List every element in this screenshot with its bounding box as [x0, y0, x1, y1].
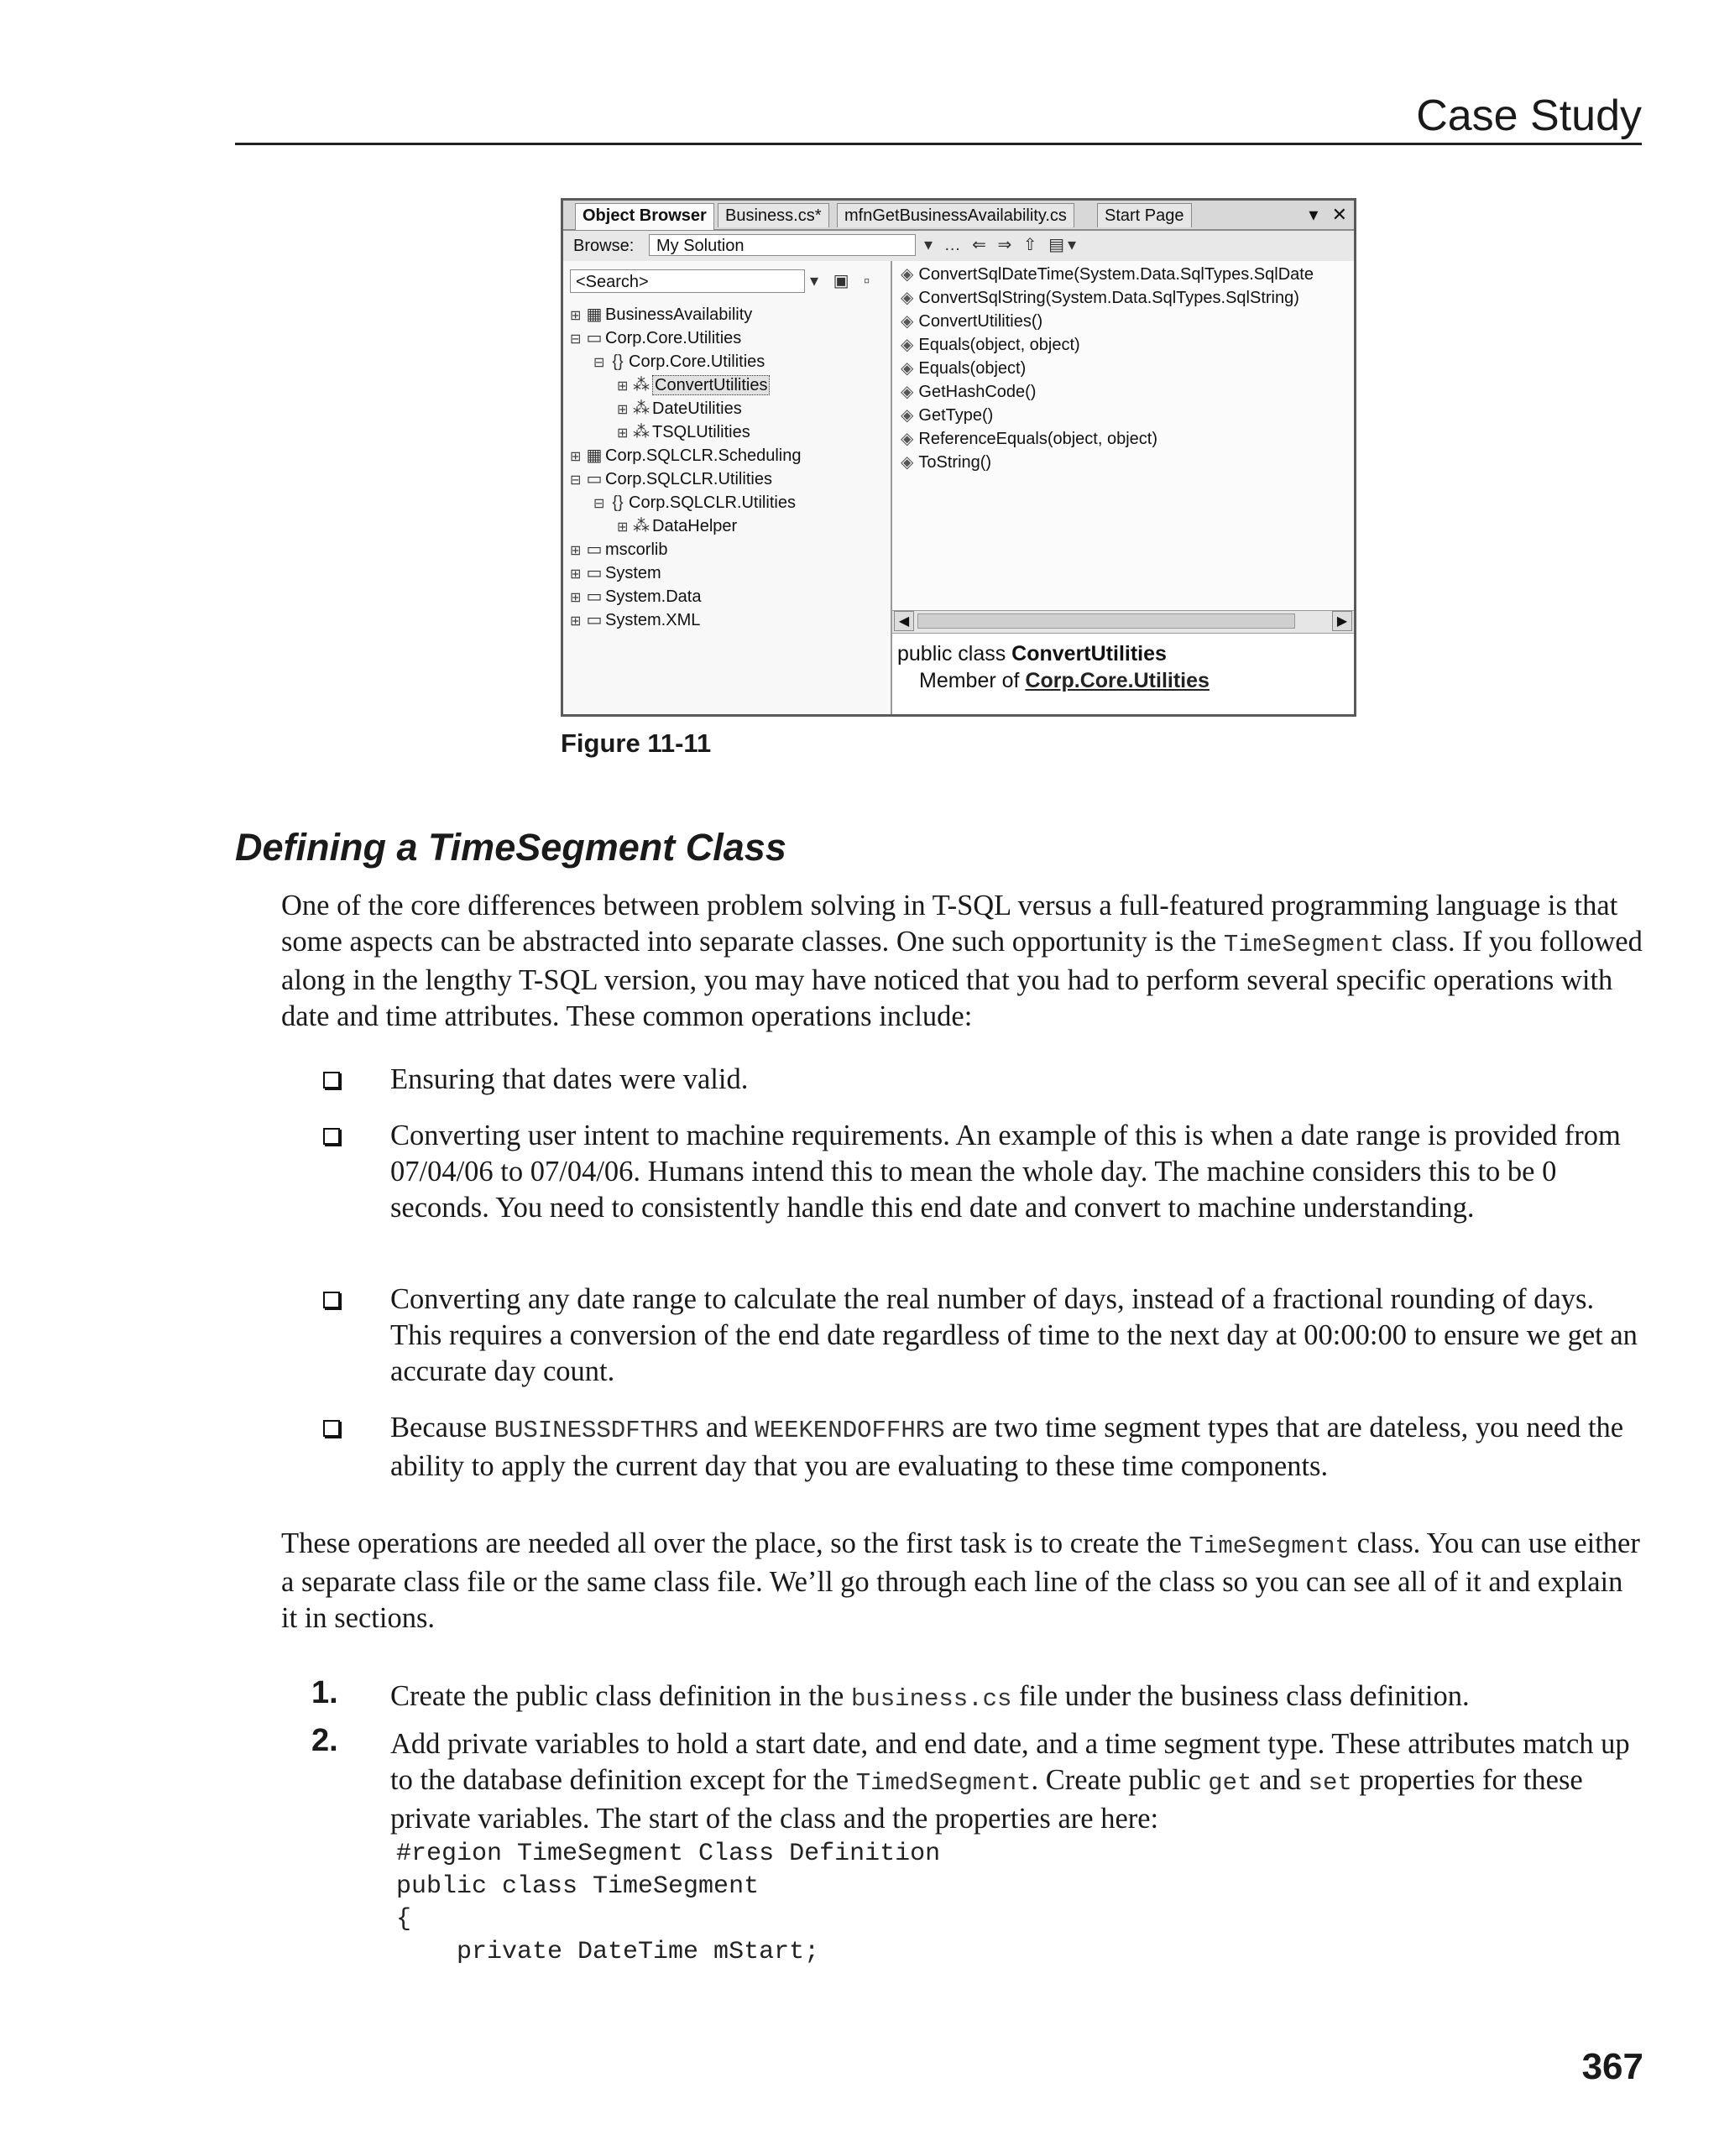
description-class-name: ConvertUtilities	[1011, 642, 1167, 666]
tab-mfn-get-business-availability[interactable]: mfnGetBusinessAvailability.cs	[837, 203, 1074, 227]
bullet-item: Ensuring that dates were valid.	[281, 1062, 1645, 1098]
expand-icon[interactable]: ⊞	[617, 379, 629, 394]
description-member-of: Member of Corp.Core.Utilities	[919, 669, 1210, 692]
clear-search-icon[interactable]: ▫	[864, 272, 875, 290]
member-item[interactable]: ◈ GetHashCode()	[901, 383, 1037, 401]
assembly-icon: ▭	[586, 587, 603, 606]
collapse-icon[interactable]: ⊟	[570, 332, 582, 347]
namespace-link[interactable]: Corp.Core.Utilities	[1025, 669, 1210, 692]
collapse-icon[interactable]: ⊟	[593, 356, 605, 370]
description-signature: public class ConvertUtilities	[897, 642, 1167, 666]
method-icon: ◈	[901, 383, 914, 401]
namespace-icon: {}	[612, 493, 624, 512]
method-icon: ◈	[901, 289, 914, 307]
tree-item[interactable]: ⊟ ▭ Corp.Core.Utilities	[570, 326, 741, 350]
assembly-icon: ▭	[586, 611, 603, 629]
scroll-right-icon[interactable]: ▶	[1332, 611, 1352, 631]
inline-code: TimeSegment	[1189, 1532, 1350, 1560]
project-icon: ▦	[586, 446, 603, 465]
expand-icon[interactable]: ⊞	[617, 403, 629, 417]
browse-toolbar	[924, 234, 1079, 256]
member-item[interactable]: ◈ ConvertUtilities()	[901, 312, 1043, 331]
expand-icon[interactable]: ⊞	[570, 544, 582, 558]
inline-code: WEEKENDOFFHRS	[755, 1417, 945, 1444]
tab-object-browser[interactable]: Object Browser	[575, 203, 714, 230]
expand-icon[interactable]: ⊞	[570, 309, 582, 323]
inline-code: set	[1308, 1769, 1352, 1797]
header-rule	[235, 143, 1642, 145]
project-icon: ▦	[586, 305, 603, 324]
checkbox-bullet-icon	[323, 1420, 340, 1437]
tab-strip	[563, 201, 1354, 231]
method-icon: ◈	[901, 453, 914, 472]
inline-code: BUSINESSDFTHRS	[494, 1417, 699, 1444]
tree-item[interactable]: ⊞ ▦ Corp.SQLCLR.Scheduling	[570, 444, 801, 467]
expand-icon[interactable]: ⊞	[570, 614, 582, 629]
body-paragraph: These operations are needed all over the place, so the first task is to create the TimeSegment class. You can use either a separate class file or the same class file. We’ll go through each line of the class so you can see all of it and explain it in sections.	[281, 1527, 1640, 1634]
tree-item[interactable]: ⊟ ▭ Corp.SQLCLR.Utilities	[570, 467, 772, 491]
dropdown-arrow-icon[interactable]: ▾	[924, 236, 937, 254]
tree-item[interactable]: ⊞ ⁂ DateUtilities	[617, 397, 742, 420]
inline-code: business.cs	[850, 1685, 1012, 1713]
tree-item[interactable]: ⊞ ▭ System	[570, 561, 661, 585]
bullet-item: Converting user intent to machine requirements. An example of this is when a date range is provided from 07/04/06 to 07/04/06. Humans intend this to mean the whole day. The machine considers this to be 0 seconds. You need to consistently handle this end date and convert to machine understanding.	[281, 1118, 1645, 1226]
assembly-icon: ▭	[586, 564, 603, 582]
code-block	[396, 1838, 1571, 1969]
tree-item[interactable]: ⊞ ▭ System.XML	[570, 608, 700, 632]
expand-icon[interactable]: ⊞	[617, 426, 629, 441]
numbered-step: 2. Add private variables to hold a start date, and end date, and a time segment type. These attributes match up to the database definition except for the TimedSegment. Create public get and set properties for these private variables. The start of the class and the properties are here:	[311, 1723, 1630, 1835]
section-heading: Defining a TimeSegment Class	[235, 826, 786, 869]
class-icon: ⁂	[633, 399, 650, 418]
tree-item[interactable]: ⊞ ⁂ TSQLUtilities	[617, 420, 750, 444]
method-icon: ◈	[901, 265, 914, 284]
scroll-left-icon[interactable]: ◀	[894, 611, 914, 631]
assembly-icon: ▭	[586, 540, 603, 559]
assembly-icon: ▭	[586, 329, 603, 347]
inline-code: TimedSegment	[855, 1769, 1032, 1797]
member-item[interactable]: ◈ GetType()	[901, 406, 994, 425]
member-item[interactable]: ◈ ToString()	[901, 453, 992, 472]
member-item[interactable]: ◈ ConvertSqlDateTime(System.Data.SqlTypes.SqlDate	[901, 265, 1314, 284]
description-pane	[892, 634, 1354, 714]
member-item[interactable]: ◈ Equals(object, object)	[901, 336, 1080, 354]
method-icon: ◈	[901, 336, 914, 354]
step-number: 1.	[311, 1675, 338, 1710]
method-icon: ◈	[901, 359, 914, 378]
sync-icon[interactable]: ⇧	[1022, 236, 1041, 254]
tree-item[interactable]: ⊞ ▦ BusinessAvailability	[570, 303, 752, 326]
settings-menu-icon[interactable]: ▤▾	[1048, 236, 1080, 254]
horizontal-scrollbar[interactable]	[892, 610, 1354, 634]
search-input[interactable]	[570, 269, 805, 293]
assembly-icon: ▭	[586, 470, 603, 488]
member-item[interactable]: ◈ ReferenceEquals(object, object)	[901, 430, 1157, 448]
tree-item[interactable]: ⊟ {} Corp.Core.Utilities	[593, 350, 765, 373]
browse-label: Browse:	[573, 237, 635, 255]
back-arrow-icon[interactable]: ⇐	[972, 236, 990, 254]
ellipsis-icon[interactable]: …	[943, 236, 964, 254]
expand-icon[interactable]: ⊞	[570, 591, 582, 605]
step-number: 2.	[311, 1723, 338, 1758]
expand-icon[interactable]: ⊞	[570, 450, 582, 464]
object-browser-window	[561, 198, 1356, 717]
method-icon: ◈	[901, 312, 914, 331]
tree-item[interactable]: ⊞ ⁂ DataHelper	[617, 514, 737, 538]
checkbox-bullet-icon	[323, 1128, 340, 1145]
scroll-thumb[interactable]	[917, 613, 1295, 629]
tab-start-page[interactable]: Start Page	[1097, 203, 1192, 227]
browse-select-value: My Solution	[656, 237, 745, 255]
inline-code: get	[1208, 1769, 1252, 1797]
tree-item[interactable]: ⊟ {} Corp.SQLCLR.Utilities	[593, 491, 796, 514]
tree-item-selected[interactable]: ⊞ ⁂ ConvertUtilities	[617, 373, 770, 397]
intro-paragraph: One of the core differences between problem solving in T-SQL versus a full-featured programming language is that some aspects can be abstracted into separate classes. One such opportunity is the TimeSegment class. If you followed along in the lengthy T-SQL version, you may have noticed that you had to perform several specific operations with date and time attributes. These common operations include:	[281, 890, 1643, 1032]
search-go-icon[interactable]: ▣	[833, 272, 854, 290]
class-icon: ⁂	[633, 517, 650, 535]
tree-item[interactable]: ⊞ ▭ System.Data	[570, 585, 701, 608]
bullet-item: Because BUSINESSDFTHRS and WEEKENDOFFHRS are two time segment types that are dateless, you need the ability to apply the current day that you are evaluating to these time components.	[281, 1410, 1645, 1485]
class-icon: ⁂	[633, 376, 650, 394]
search-dropdown-icon[interactable]: ▾	[810, 272, 824, 290]
collapse-icon[interactable]: ⊟	[593, 497, 605, 511]
expand-icon[interactable]: ⊞	[570, 567, 582, 582]
method-icon: ◈	[901, 406, 914, 425]
forward-arrow-icon[interactable]: ⇒	[997, 236, 1016, 254]
tab-business-cs[interactable]: Business.cs*	[718, 203, 829, 227]
objects-pane	[563, 261, 892, 714]
figure-caption: Figure 11-11	[561, 728, 712, 758]
search-placeholder: <Search>	[576, 273, 649, 291]
namespace-icon: {}	[612, 352, 624, 371]
checkbox-bullet-icon	[323, 1072, 340, 1088]
window-controls	[1300, 202, 1347, 227]
browse-select[interactable]	[649, 234, 916, 256]
members-pane	[892, 261, 1354, 612]
code-line: #region TimeSegment Class Definition	[396, 1840, 941, 1868]
running-header: Case Study	[1416, 91, 1642, 140]
class-icon: ⁂	[633, 423, 650, 441]
code-line: private DateTime mStart;	[396, 1938, 820, 1966]
dropdown-arrow-icon[interactable]: ▾	[1309, 204, 1319, 225]
inline-code: TimeSegment	[1223, 931, 1385, 958]
code-line: public class TimeSegment	[396, 1872, 760, 1901]
code-line: {	[396, 1905, 412, 1934]
search-buttons	[810, 269, 875, 293]
member-item[interactable]: ◈ Equals(object)	[901, 359, 1027, 378]
page-number: 367	[1581, 2046, 1643, 2087]
collapse-icon[interactable]: ⊟	[570, 473, 582, 488]
tree-item[interactable]: ⊞ ▭ mscorlib	[570, 538, 667, 561]
numbered-step: 1. Create the public class definition in the business.cs file under the business class definition.	[311, 1675, 1470, 1713]
browse-bar	[563, 231, 1354, 262]
close-icon[interactable]: ✕	[1331, 204, 1347, 225]
method-icon: ◈	[901, 430, 914, 448]
expand-icon[interactable]: ⊞	[617, 520, 629, 535]
checkbox-bullet-icon	[323, 1292, 340, 1308]
member-item[interactable]: ◈ ConvertSqlString(System.Data.SqlTypes.SqlString)	[901, 289, 1299, 307]
bullet-item: Converting any date range to calculate the real number of days, instead of a fractional rounding of days. This requires a conversion of the end date regardless of time to the next day at 00:00:00 to ensure we get an accurate day count.	[281, 1282, 1645, 1390]
